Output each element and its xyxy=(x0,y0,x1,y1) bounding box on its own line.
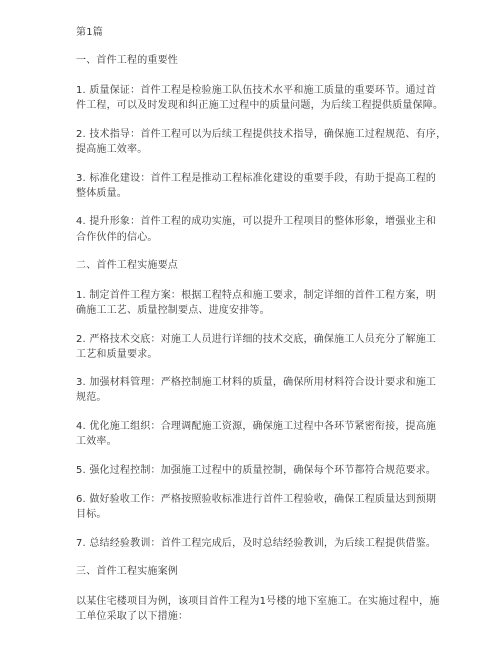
section-heading-1: 一、首件工程的重要性 xyxy=(76,55,178,66)
section-heading-2: 二、首件工程实施要点 xyxy=(76,260,178,271)
paragraph-line: 合作伙伴的信心。 xyxy=(76,232,158,243)
paragraph-line: 以某住宅楼项目为例，该项目首件工程为1号楼的地下室施工。在实施过程中，施 xyxy=(76,596,440,607)
paragraph-line: 1. 质量保证：首件工程是检验施工队伍技术水平和施工质量的重要环节。通过首 xyxy=(76,85,437,96)
paragraph-line: 工效率。 xyxy=(76,436,117,447)
paragraph-line: 4. 优化施工组织：合理调配施工资源，确保施工过程中各环节紧密衔接，提高施 xyxy=(76,421,437,432)
paragraph-line: 目标。 xyxy=(76,509,107,520)
chapter-title: 第1篇 xyxy=(76,27,103,38)
paragraph-line: 4. 提升形象：首件工程的成功实施，可以提升工程项目的整体形象，增强业主和 xyxy=(76,216,437,227)
paragraph-line: 确施工工艺、质量控制要点、进度安排等。 xyxy=(76,305,270,316)
paragraph-line: 7. 总结经验教训：首件工程完成后，及时总结经验教训，为后续工程提供借鉴。 xyxy=(76,538,437,549)
paragraph-line: 3. 加强材料管理：严格控制施工材料的质量，确保所用材料符合设计要求和施工 xyxy=(76,377,437,388)
paragraph-line: 2. 技术指导：首件工程可以为后续工程提供技术指导，确保施工过程规范、有序， xyxy=(76,129,447,140)
paragraph-line: 1. 制定首件工程方案：根据工程特点和施工要求，制定详细的首件工程方案，明 xyxy=(76,290,437,301)
paragraph-line: 6. 做好验收工作：严格按照验收标准进行首件工程验收，确保工程质量达到预期 xyxy=(76,494,437,505)
section-heading-3: 三、首件工程实施案例 xyxy=(76,566,178,577)
paragraph-line: 工单位采取了以下措施： xyxy=(76,611,189,622)
paragraph-line: 3. 标准化建设：首件工程是推动工程标准化建设的重要手段，有助于提高工程的 xyxy=(76,173,437,184)
paragraph-line: 工艺和质量要求。 xyxy=(76,349,158,360)
paragraph-line: 2. 严格技术交底：对施工人员进行详细的技术交底，确保施工人员充分了解施工 xyxy=(76,334,437,345)
paragraph-line: 5. 强化过程控制：加强施工过程中的质量控制，确保每个环节都符合规范要求。 xyxy=(76,465,437,476)
paragraph-line: 件工程，可以及时发现和纠正施工过程中的质量问题，为后续工程提供质量保障。 xyxy=(76,100,444,111)
paragraph-line: 提高施工效率。 xyxy=(76,144,148,155)
paragraph-line: 整体质量。 xyxy=(76,188,127,199)
paragraph-line: 规范。 xyxy=(76,392,107,403)
